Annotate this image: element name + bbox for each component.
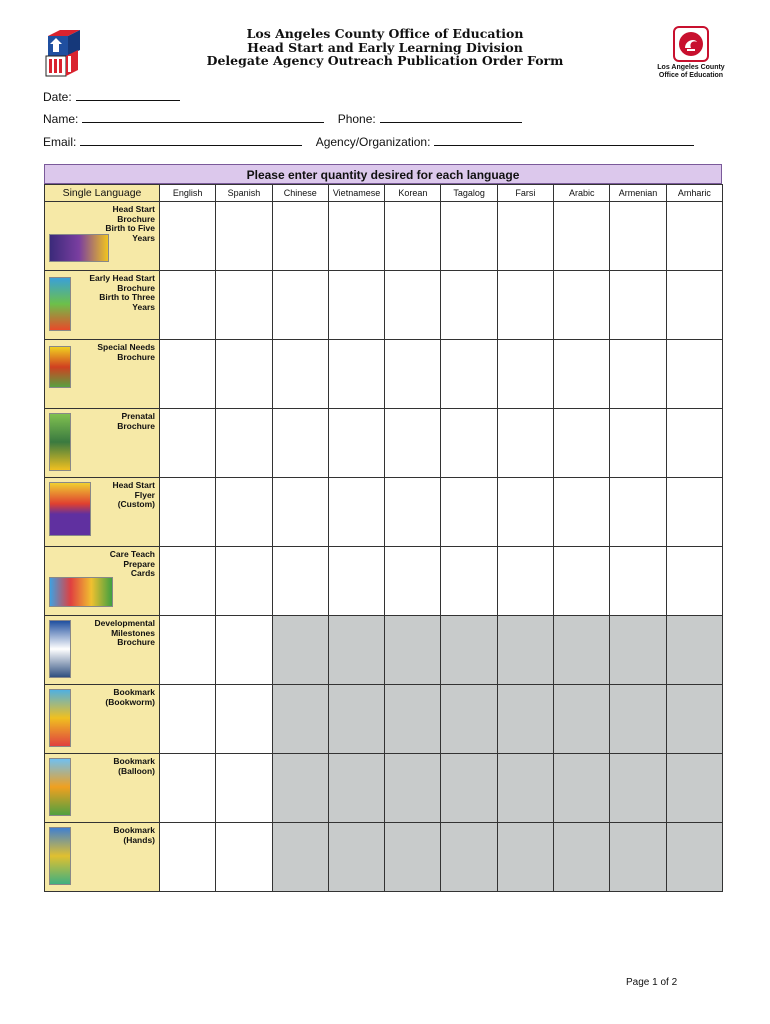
publication-name: Special Needs Brochure — [97, 342, 155, 362]
quantity-input-english[interactable] — [160, 547, 216, 616]
quantity-input-armenian[interactable] — [610, 547, 666, 616]
quantity-input-chinese[interactable] — [272, 409, 328, 478]
language-header-farsi: Farsi — [497, 185, 553, 202]
page-number: Page 1 of 2 — [626, 977, 678, 988]
publication-cell — [45, 754, 160, 823]
quantity-input-amharic[interactable] — [666, 409, 722, 478]
unavailable-cell — [272, 616, 328, 685]
order-grid — [44, 164, 722, 892]
unavailable-cell — [497, 685, 553, 754]
quantity-input-farsi[interactable] — [497, 409, 553, 478]
quantity-input-spanish[interactable] — [216, 202, 272, 271]
unavailable-cell — [666, 823, 722, 892]
publication-thumbnail — [49, 620, 71, 678]
org-name-line-1: Los Angeles County — [657, 64, 725, 71]
quantity-input-english[interactable] — [160, 340, 216, 409]
unavailable-cell — [272, 823, 328, 892]
title-line-3: Delegate Agency Outreach Publication Order Form — [206, 53, 564, 68]
single-language-header: Single Language — [45, 185, 160, 202]
unavailable-cell — [666, 616, 722, 685]
unavailable-cell — [441, 754, 497, 823]
publication-name: Developmental Milestones Brochure — [94, 618, 155, 647]
quantity-input-korean[interactable] — [385, 271, 441, 340]
publication-cell — [45, 478, 160, 547]
publication-name: Head Start Brochure Birth to Five Years — [105, 204, 155, 243]
table-row — [45, 271, 723, 340]
org-name-line-2: Office of Education — [658, 72, 724, 79]
phone-input[interactable] — [380, 111, 522, 123]
table-row — [45, 823, 723, 892]
quantity-input-chinese[interactable] — [272, 478, 328, 547]
lacoe-logo — [650, 26, 732, 82]
quantity-input-spanish[interactable] — [216, 754, 272, 823]
quantity-input-arabic[interactable] — [554, 202, 610, 271]
table-row — [45, 685, 723, 754]
publication-cell — [45, 616, 160, 685]
publication-thumbnail — [49, 758, 71, 816]
publication-name: Early Head Start Brochure Birth to Three Years — [89, 273, 155, 312]
quantity-input-amharic[interactable] — [666, 340, 722, 409]
quantity-input-english[interactable] — [160, 409, 216, 478]
quantity-input-farsi[interactable] — [497, 202, 553, 271]
unavailable-cell — [554, 616, 610, 685]
quantity-input-arabic[interactable] — [554, 547, 610, 616]
form-header — [0, 0, 770, 90]
unavailable-cell — [497, 616, 553, 685]
quantity-input-korean[interactable] — [385, 202, 441, 271]
table-row — [45, 616, 723, 685]
email-input[interactable] — [80, 134, 302, 146]
quantity-input-spanish[interactable] — [216, 409, 272, 478]
quantity-input-english[interactable] — [160, 685, 216, 754]
quantity-input-spanish[interactable] — [216, 685, 272, 754]
quantity-input-amharic[interactable] — [666, 478, 722, 547]
quantity-input-chinese[interactable] — [272, 202, 328, 271]
quantity-input-arabic[interactable] — [554, 340, 610, 409]
publication-cell — [45, 202, 160, 271]
publication-cell — [45, 685, 160, 754]
publication-cell — [45, 409, 160, 478]
publication-thumbnail — [49, 413, 71, 471]
date-input[interactable] — [76, 89, 180, 101]
email-agency-row — [43, 134, 694, 149]
date-row — [43, 89, 180, 104]
name-label: Name: — [43, 112, 79, 126]
unavailable-cell — [554, 685, 610, 754]
table-row — [45, 754, 723, 823]
publication-name: Care Teach Prepare Cards — [109, 549, 155, 578]
quantity-input-tagalog[interactable] — [441, 340, 497, 409]
unavailable-cell — [328, 685, 384, 754]
unavailable-cell — [385, 616, 441, 685]
unavailable-cell — [554, 754, 610, 823]
language-header-row — [45, 185, 723, 202]
abc-blocks-icon — [42, 26, 86, 78]
unavailable-cell — [610, 754, 666, 823]
quantity-input-armenian[interactable] — [610, 409, 666, 478]
quantity-input-amharic[interactable] — [666, 271, 722, 340]
publication-thumbnail — [49, 577, 113, 607]
email-label: Email: — [43, 135, 77, 149]
name-input[interactable] — [82, 111, 324, 123]
publication-cell — [45, 340, 160, 409]
agency-input[interactable] — [434, 134, 694, 146]
table-row — [45, 202, 723, 271]
publication-cell — [45, 547, 160, 616]
unavailable-cell — [272, 685, 328, 754]
language-header-amharic: Amharic — [666, 185, 722, 202]
unavailable-cell — [666, 685, 722, 754]
order-table — [44, 184, 723, 892]
language-header-arabic: Arabic — [554, 185, 610, 202]
publication-thumbnail — [49, 277, 71, 331]
quantity-input-amharic[interactable] — [666, 547, 722, 616]
quantity-input-tagalog[interactable] — [441, 409, 497, 478]
quantity-input-english[interactable] — [160, 271, 216, 340]
table-row — [45, 409, 723, 478]
quantity-input-tagalog[interactable] — [441, 271, 497, 340]
quantity-input-farsi[interactable] — [497, 271, 553, 340]
language-header-english: English — [160, 185, 216, 202]
unavailable-cell — [272, 754, 328, 823]
quantity-input-english[interactable] — [160, 478, 216, 547]
quantity-input-korean[interactable] — [385, 547, 441, 616]
quantity-input-vietnamese[interactable] — [328, 340, 384, 409]
quantity-input-tagalog[interactable] — [441, 478, 497, 547]
form-title-block — [150, 27, 620, 68]
quantity-input-korean[interactable] — [385, 478, 441, 547]
unavailable-cell — [610, 616, 666, 685]
table-row — [45, 478, 723, 547]
quantity-input-farsi[interactable] — [497, 547, 553, 616]
publication-thumbnail — [49, 482, 91, 536]
unavailable-cell — [554, 823, 610, 892]
name-phone-row — [43, 111, 522, 126]
quantity-input-armenian[interactable] — [610, 340, 666, 409]
language-header-chinese: Chinese — [272, 185, 328, 202]
table-row — [45, 340, 723, 409]
language-header-armenian: Armenian — [610, 185, 666, 202]
language-header-spanish: Spanish — [216, 185, 272, 202]
quantity-banner: Please enter quantity desired for each language — [44, 164, 722, 184]
publication-name: Bookmark (Balloon) — [113, 756, 155, 776]
quantity-input-vietnamese[interactable] — [328, 547, 384, 616]
publication-name: Head Start Flyer (Custom) — [112, 480, 155, 509]
unavailable-cell — [441, 823, 497, 892]
phone-label: Phone: — [337, 112, 376, 126]
quantity-input-spanish[interactable] — [216, 478, 272, 547]
title-line-1: Los Angeles County Office of Education — [246, 26, 524, 41]
publication-cell — [45, 271, 160, 340]
quantity-input-arabic[interactable] — [554, 409, 610, 478]
quantity-input-armenian[interactable] — [610, 202, 666, 271]
quantity-input-tagalog[interactable] — [441, 547, 497, 616]
publication-name: Bookmark (Hands) — [113, 825, 155, 845]
unavailable-cell — [385, 754, 441, 823]
quantity-input-korean[interactable] — [385, 340, 441, 409]
table-row — [45, 547, 723, 616]
unavailable-cell — [328, 616, 384, 685]
quantity-input-amharic[interactable] — [666, 202, 722, 271]
unavailable-cell — [610, 823, 666, 892]
quantity-input-english[interactable] — [160, 616, 216, 685]
unavailable-cell — [385, 823, 441, 892]
quantity-input-farsi[interactable] — [497, 478, 553, 547]
order-table-body — [45, 202, 723, 892]
lacoe-seal-icon — [673, 26, 709, 62]
quantity-input-armenian[interactable] — [610, 478, 666, 547]
quantity-input-vietnamese[interactable] — [328, 478, 384, 547]
quantity-input-chinese[interactable] — [272, 547, 328, 616]
quantity-input-english[interactable] — [160, 202, 216, 271]
title-line-2: Head Start and Early Learning Division — [247, 39, 523, 55]
language-header-vietnamese: Vietnamese — [328, 185, 384, 202]
quantity-input-chinese[interactable] — [272, 271, 328, 340]
quantity-input-vietnamese[interactable] — [328, 271, 384, 340]
unavailable-cell — [666, 754, 722, 823]
publication-thumbnail — [49, 689, 71, 747]
quantity-input-vietnamese[interactable] — [328, 409, 384, 478]
agency-label: Agency/Organization: — [315, 135, 431, 149]
unavailable-cell — [610, 685, 666, 754]
quantity-input-arabic[interactable] — [554, 271, 610, 340]
unavailable-cell — [441, 685, 497, 754]
publication-cell — [45, 823, 160, 892]
quantity-input-spanish[interactable] — [216, 823, 272, 892]
publication-thumbnail — [49, 234, 109, 262]
unavailable-cell — [328, 823, 384, 892]
quantity-input-korean[interactable] — [385, 409, 441, 478]
unavailable-cell — [328, 754, 384, 823]
quantity-input-english[interactable] — [160, 823, 216, 892]
quantity-input-spanish[interactable] — [216, 547, 272, 616]
publication-thumbnail — [49, 346, 71, 388]
quantity-input-spanish[interactable] — [216, 340, 272, 409]
publication-thumbnail — [49, 827, 71, 885]
quantity-input-spanish[interactable] — [216, 616, 272, 685]
publication-name: Bookmark (Bookworm) — [105, 687, 155, 707]
quantity-input-vietnamese[interactable] — [328, 202, 384, 271]
quantity-input-farsi[interactable] — [497, 340, 553, 409]
language-header-tagalog: Tagalog — [441, 185, 497, 202]
publication-name: Prenatal Brochure — [117, 411, 155, 431]
unavailable-cell — [385, 685, 441, 754]
quantity-input-armenian[interactable] — [610, 271, 666, 340]
quantity-input-arabic[interactable] — [554, 478, 610, 547]
language-header-korean: Korean — [385, 185, 441, 202]
unavailable-cell — [497, 823, 553, 892]
date-label: Date: — [43, 90, 72, 104]
unavailable-cell — [497, 754, 553, 823]
unavailable-cell — [441, 616, 497, 685]
quantity-input-spanish[interactable] — [216, 271, 272, 340]
quantity-input-tagalog[interactable] — [441, 202, 497, 271]
quantity-input-chinese[interactable] — [272, 340, 328, 409]
quantity-input-english[interactable] — [160, 754, 216, 823]
